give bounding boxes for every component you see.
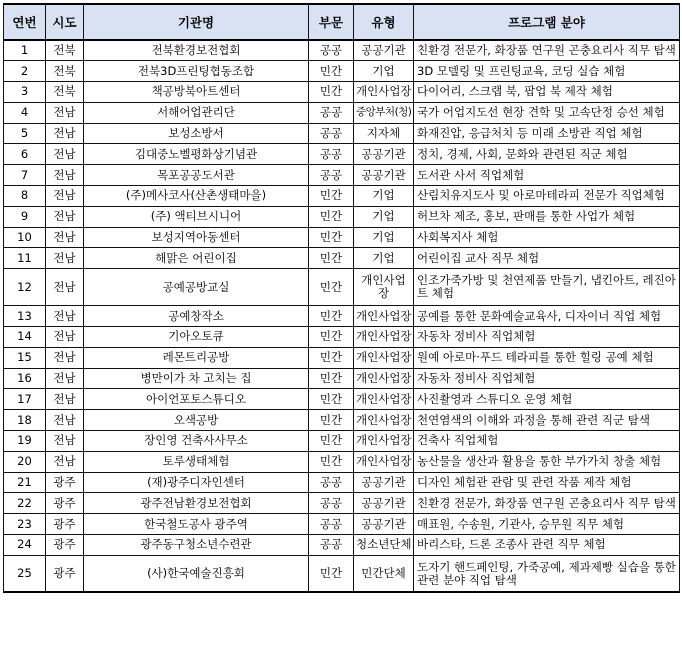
cell-sector: 민간 [309,61,354,82]
cell-region: 전남 [46,102,84,123]
cell-type: 중앙부처(청) [354,102,414,123]
table-body [4,40,680,592]
cell-org: 한국철도공사 광주역 [84,514,309,535]
cell-no: 4 [4,102,46,123]
table-row [4,555,680,592]
table-row [4,472,680,493]
cell-no: 23 [4,514,46,535]
cell-org: 공예창작소 [84,306,309,327]
cell-sector: 공공 [309,472,354,493]
cell-org: 전북3D프린팅협동조합 [84,61,309,82]
cell-org: 광주동구청소년수련관 [84,535,309,556]
cell-sector: 민간 [309,368,354,389]
cell-org: 기아오토큐 [84,327,309,348]
cell-program: 국가 어업지도선 현장 견학 및 고속단정 승선 체험 [414,102,680,123]
header-org: 기관명 [84,4,309,40]
cell-type: 개인사업장 [354,410,414,431]
table-row [4,102,680,123]
cell-sector: 공공 [309,493,354,514]
cell-org: 장인영 건축사사무소 [84,431,309,452]
cell-no: 13 [4,306,46,327]
table-row [4,144,680,165]
table-row [4,431,680,452]
cell-type: 기업 [354,61,414,82]
cell-type: 기업 [354,227,414,248]
cell-program: 인조가죽가방 및 천연제품 만들기, 냅킨아트, 레진아트 체험 [414,269,680,306]
program-table [3,3,680,593]
cell-program: 3D 모델링 및 프린팅교육, 코딩 실습 체험 [414,61,680,82]
cell-type: 개인사업장 [354,451,414,472]
table-row [4,269,680,306]
cell-org: (주) 액티브시니어 [84,206,309,227]
cell-no: 16 [4,368,46,389]
cell-region: 전남 [46,248,84,269]
cell-no: 12 [4,269,46,306]
cell-region: 전남 [46,165,84,186]
cell-region: 전남 [46,327,84,348]
cell-program: 천연염색의 이해와 과정을 통해 관련 직군 탐색 [414,410,680,431]
cell-region: 전남 [46,227,84,248]
header-sector: 부문 [309,4,354,40]
cell-no: 6 [4,144,46,165]
cell-region: 전북 [46,82,84,103]
cell-region: 광주 [46,493,84,514]
cell-no: 21 [4,472,46,493]
cell-type: 기업 [354,186,414,207]
cell-no: 8 [4,186,46,207]
cell-program: 사회복지사 체험 [414,227,680,248]
cell-org: 보성소방서 [84,123,309,144]
cell-program: 화재진압, 응급처치 등 미래 소방관 직업 체험 [414,123,680,144]
cell-program: 다이어리, 스크랩 북, 팝업 북 제작 체험 [414,82,680,103]
cell-type: 개인사업장 [354,306,414,327]
cell-type: 기업 [354,248,414,269]
table-row [4,165,680,186]
cell-org: 병만이가 차 고치는 집 [84,368,309,389]
cell-sector: 민간 [309,431,354,452]
cell-type: 청소년단체 [354,535,414,556]
cell-region: 광주 [46,514,84,535]
cell-region: 전북 [46,61,84,82]
cell-type: 개인사업장 [354,82,414,103]
cell-sector: 민간 [309,389,354,410]
cell-org: 아이언포토스튜디오 [84,389,309,410]
cell-no: 10 [4,227,46,248]
cell-sector: 공공 [309,535,354,556]
cell-sector: 민간 [309,186,354,207]
cell-region: 전북 [46,40,84,61]
cell-type: 개인사업장 [354,431,414,452]
cell-region: 전남 [46,306,84,327]
cell-type: 지자체 [354,123,414,144]
cell-sector: 민간 [309,555,354,592]
cell-no: 24 [4,535,46,556]
cell-org: (사)한국예술진흥회 [84,555,309,592]
cell-region: 광주 [46,472,84,493]
cell-program: 디자인 체험관 관람 및 관련 작품 제작 체험 [414,472,680,493]
cell-sector: 민간 [309,451,354,472]
cell-sector: 민간 [309,410,354,431]
table-row [4,40,680,61]
cell-program: 어린이집 교사 직무 체험 [414,248,680,269]
cell-type: 공공기관 [354,514,414,535]
cell-sector: 민간 [309,82,354,103]
table-row [4,186,680,207]
table-row [4,347,680,368]
cell-type: 개인사업장 [354,389,414,410]
cell-program: 공예를 통한 문화예술교육사, 디자이너 직업 체험 [414,306,680,327]
cell-program: 정치, 경제, 사회, 문화와 관련된 직군 체험 [414,144,680,165]
table-row [4,123,680,144]
cell-no: 18 [4,410,46,431]
header-program: 프로그램 분야 [414,4,680,40]
cell-program: 산림치유지도사 및 아로마테라피 전문가 직업체험 [414,186,680,207]
table-row [4,493,680,514]
cell-region: 광주 [46,535,84,556]
cell-type: 민간단체 [354,555,414,592]
cell-region: 전남 [46,269,84,306]
cell-type: 공공기관 [354,144,414,165]
table-header-row [4,4,680,40]
cell-sector: 민간 [309,206,354,227]
cell-region: 전남 [46,410,84,431]
table-row [4,306,680,327]
cell-program: 친환경 전문가, 화장품 연구원 곤충요리사 직무 탐색 [414,493,680,514]
cell-org: 공예공방교실 [84,269,309,306]
cell-program: 도자기 핸드페인팅, 가죽공예, 제과제빵 실습을 통한 관련 분야 직업 탐색 [414,555,680,592]
cell-program: 바리스타, 드론 조종사 관련 직무 체험 [414,535,680,556]
cell-region: 전남 [46,123,84,144]
cell-region: 전남 [46,389,84,410]
cell-type: 공공기관 [354,165,414,186]
cell-sector: 민간 [309,269,354,306]
cell-no: 11 [4,248,46,269]
cell-region: 전남 [46,206,84,227]
table-row [4,368,680,389]
cell-org: 김대중노벨평화상기념관 [84,144,309,165]
header-region: 시도 [46,4,84,40]
cell-type: 공공기관 [354,472,414,493]
cell-region: 전남 [46,431,84,452]
header-year: 연번 [4,4,46,40]
cell-program: 원예 아로마·푸드 테라피를 통한 힐링 공예 체험 [414,347,680,368]
table-row [4,451,680,472]
cell-sector: 민간 [309,248,354,269]
cell-org: 토루생태체험 [84,451,309,472]
cell-org: 해맑은 어린이집 [84,248,309,269]
cell-sector: 민간 [309,347,354,368]
table-row [4,514,680,535]
cell-no: 3 [4,82,46,103]
cell-org: 보성지역아동센터 [84,227,309,248]
cell-org: 서해어업관리단 [84,102,309,123]
table-row [4,227,680,248]
cell-org: 레몬트리공방 [84,347,309,368]
cell-type: 기업 [354,206,414,227]
cell-no: 22 [4,493,46,514]
cell-no: 9 [4,206,46,227]
table-row [4,389,680,410]
cell-program: 자동차 정비사 직업체험 [414,327,680,348]
cell-type: 개인사업장 [354,347,414,368]
cell-program: 농산물을 생산과 활용을 통한 부가가치 창출 체험 [414,451,680,472]
cell-no: 17 [4,389,46,410]
cell-sector: 민간 [309,306,354,327]
cell-no: 15 [4,347,46,368]
cell-region: 전남 [46,186,84,207]
cell-sector: 민간 [309,227,354,248]
table-row [4,327,680,348]
table-row [4,82,680,103]
table-row [4,206,680,227]
cell-program: 허브차 제조, 홍보, 판매를 통한 사업가 체험 [414,206,680,227]
cell-sector: 민간 [309,327,354,348]
cell-no: 5 [4,123,46,144]
cell-org: (주)메사코사(산촌생태마을) [84,186,309,207]
cell-org: 목포공공도서관 [84,165,309,186]
cell-sector: 공공 [309,40,354,61]
cell-sector: 공공 [309,144,354,165]
cell-type: 공공기관 [354,40,414,61]
cell-sector: 공공 [309,102,354,123]
cell-program: 건축사 직업체험 [414,431,680,452]
cell-org: 오색공방 [84,410,309,431]
cell-org: (재)광주디자인센터 [84,472,309,493]
cell-program: 친환경 전문가, 화장품 연구원 곤충요리사 직무 탐색 [414,40,680,61]
table-row [4,410,680,431]
program-table-container [3,3,680,593]
cell-no: 1 [4,40,46,61]
cell-org: 책공방북아트센터 [84,82,309,103]
cell-no: 7 [4,165,46,186]
cell-sector: 공공 [309,123,354,144]
cell-no: 2 [4,61,46,82]
table-row [4,248,680,269]
cell-program: 자동차 정비사 직업체험 [414,368,680,389]
cell-region: 전남 [46,144,84,165]
cell-org: 광주전남환경보전협회 [84,493,309,514]
cell-org: 전북환경보전협회 [84,40,309,61]
cell-no: 25 [4,555,46,592]
cell-region: 전남 [46,368,84,389]
cell-program: 도서관 사서 직업체험 [414,165,680,186]
cell-program: 매표원, 수송원, 기관사, 승무원 직무 체험 [414,514,680,535]
cell-region: 전남 [46,347,84,368]
cell-no: 14 [4,327,46,348]
table-row [4,61,680,82]
table-row [4,535,680,556]
cell-type: 개인사업장 [354,269,414,306]
cell-no: 19 [4,431,46,452]
cell-type: 개인사업장 [354,327,414,348]
cell-no: 20 [4,451,46,472]
header-type: 유형 [354,4,414,40]
cell-region: 전남 [46,451,84,472]
cell-sector: 공공 [309,165,354,186]
cell-sector: 공공 [309,514,354,535]
cell-type: 개인사업장 [354,368,414,389]
cell-program: 사진촬영과 스튜디오 운영 체험 [414,389,680,410]
cell-type: 공공기관 [354,493,414,514]
cell-region: 광주 [46,555,84,592]
